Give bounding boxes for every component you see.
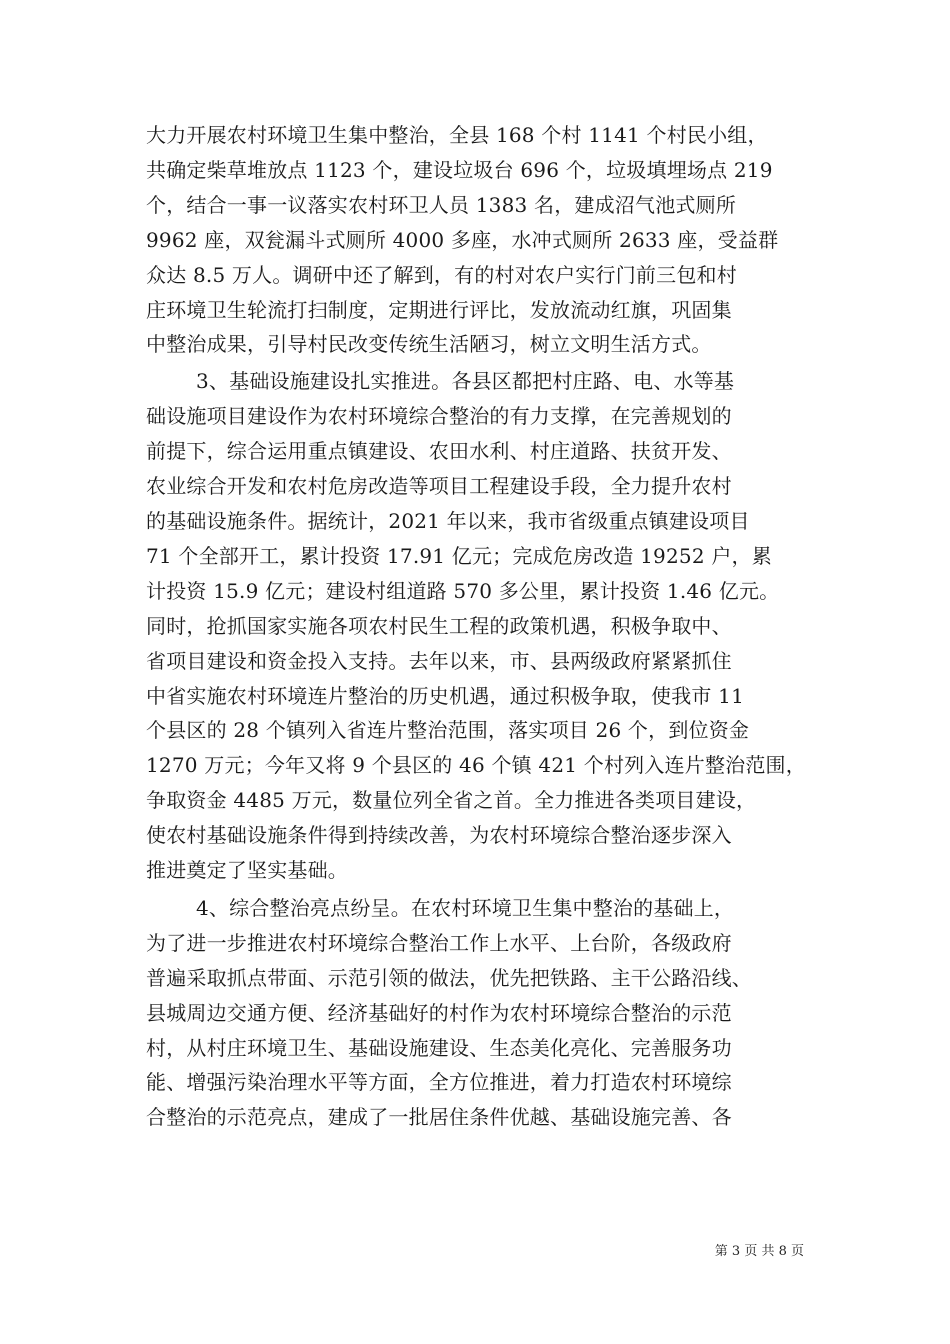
text-line: 的基础设施条件。据统计，2021 年以来，我市省级重点镇建设项目	[146, 508, 750, 533]
text-line: 9962 座，双瓮漏斗式厕所 4000 多座，水冲式厕所 2633 座，受益群	[146, 227, 779, 252]
document-body	[146, 118, 806, 1135]
text-line: 个县区的 28 个镇列入省连片整治范围，落实项目 26 个，到位资金	[146, 718, 750, 743]
text-line: 能、增强污染治理水平等方面，全方位推进，着力打造农村环境综	[146, 1070, 732, 1095]
text-line: 础设施项目建设作为农村环境综合整治的有力支撑，在完善规划的	[146, 404, 732, 429]
text-line: 庄环境卫生轮流打扫制度，定期进行评比，发放流动红旗，巩固集	[146, 297, 732, 322]
text-line: 中省实施农村环境连片整治的历史机遇，通过积极争取，使我市 11	[146, 683, 745, 708]
page-number-footer: 第 3 页 共 8 页	[714, 1244, 804, 1259]
text-line: 为了进一步推进农村环境综合整治工作上水平、上台阶，各级政府	[146, 930, 732, 955]
text-line: 3、基础设施建设扎实推进。各县区都把村庄路、电、水等基	[196, 369, 735, 394]
text-line: 农业综合开发和农村危房改造等项目工程建设手段，全力提升农村	[146, 474, 732, 499]
text-line: 前提下，综合运用重点镇建设、农田水利、村庄道路、扶贫开发、	[146, 439, 732, 464]
text-line: 合整治的示范亮点，建成了一批居住条件优越、基础设施完善、各	[146, 1105, 732, 1130]
text-line: 普遍采取抓点带面、示范引领的做法，优先把铁路、主干公路沿线、	[146, 965, 752, 990]
paragraph-sanitation-results	[146, 118, 806, 362]
text-line: 争取资金 4485 万元，数量位列全省之首。全力推进各类项目建设，	[146, 788, 757, 813]
text-line: 4、综合整治亮点纷呈。在农村环境卫生集中整治的基础上，	[196, 895, 735, 920]
paragraph-infrastructure	[146, 364, 806, 888]
text-line: 使农村基础设施条件得到持续改善，为农村环境综合整治逐步深入	[146, 823, 732, 848]
text-line: 省项目建设和资金投入支持。去年以来，市、县两级政府紧紧抓住	[146, 648, 732, 673]
paragraph-highlights	[146, 891, 806, 1135]
text-line: 个，结合一事一议落实农村环卫人员 1383 名，建成沼气池式厕所	[146, 192, 737, 217]
text-line: 众达 8.5 万人。调研中还了解到，有的村对农户实行门前三包和村	[146, 262, 737, 287]
text-line: 县城周边交通方便、经济基础好的村作为农村环境综合整治的示范	[146, 1000, 732, 1025]
text-line: 大力开展农村环境卫生集中整治，全县 168 个村 1141 个村民小组，	[146, 123, 768, 147]
text-line: 计投资 15.9 亿元；建设村组道路 570 多公里，累计投资 1.46 亿元。	[146, 578, 780, 603]
text-line: 中整治成果，引导村民改变传统生活陋习，树立文明生活方式。	[146, 332, 712, 357]
text-line: 1270 万元；今年又将 9 个县区的 46 个镇 421 个村列入连片整治范围，	[146, 753, 806, 778]
text-line: 推进奠定了坚实基础。	[146, 858, 348, 883]
text-line: 71 个全部开工，累计投资 17.91 亿元；完成危房改造 19252 户，累	[146, 543, 772, 568]
text-line: 同时，抢抓国家实施各项农村民生工程的政策机遇，积极争取中、	[146, 613, 732, 638]
text-line: 共确定柴草堆放点 1123 个，建设垃圾台 696 个，垃圾填埋场点 219	[146, 157, 773, 182]
text-line: 村，从村庄环境卫生、基础设施建设、生态美化亮化、完善服务功	[146, 1035, 732, 1060]
